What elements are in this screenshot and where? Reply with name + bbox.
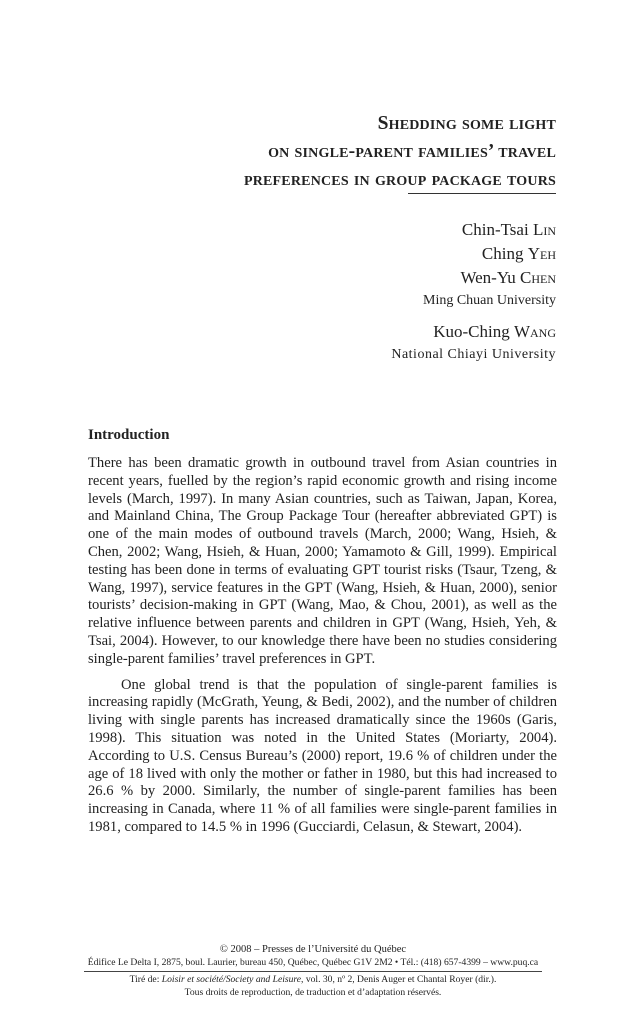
footer-copyright: © 2008 – Presses de l’Université du Québec [219, 944, 407, 955]
title-line-3: preferences in group package tours [243, 169, 556, 190]
author-1 [156, 218, 556, 242]
affiliation-1: Ming Chuan University [423, 293, 556, 308]
footer-rights: Tous droits de reproduction, de traduction et d’adaptation réservés. [184, 986, 442, 998]
footer-address: Édifice Le Delta I, 2875, boul. Laurier, bureau 450, Québec, Québec G1V 2M2 • Tél.: (418) 657-4399 – www.puq.ca [87, 956, 539, 968]
article-title [56, 110, 556, 194]
footer-journal: Loisir et société/Society and Leisure [161, 974, 302, 985]
footer-source-suffix: , vol. 30, nº 2, Denis Auger et Chantal Royer (dir.). [301, 974, 497, 985]
title-line-2: on single-parent families’ travel [268, 141, 556, 162]
section-heading: Introduction [88, 427, 170, 443]
footer-source-prefix: Tiré de: [129, 974, 162, 985]
affiliation-2: National Chiayi University [391, 347, 556, 362]
paragraph-1: There has been dramatic growth in outbound travel from Asian countries in recent years, fuelled by the region’s rapid economic growth and rising income levels (March, 1997). In many Asian countries, such as Taiwan, Japan, Korea, and Mainland China, The Group Package Tour (hereafter abbreviated GPT) is one of the main modes of outbound travels (March, 2000; Wang, Hsieh, & Chen, 2002; Wang, Hsieh, & Huan, 2000; Yamamoto & Gill, 1999). Empirical testing has been done in terms of evaluating GPT tourist risks (Tsaur, Tzeng, & Wang, 1997), service features in the GPT (Wang, Hsieh, & Huan, 2000), senior tourists’ decision-making in GPT (Wang, Mao, & Chou, 2001), as well as the relative influence between parents and children in GPT (Wang, Hsieh, Yeh, & Tsai, 2004). However, to our knowledge there have been no studies considering single-parent families’ travel preferences in GPT. [88, 455, 557, 667]
paragraph-2: One global trend is that the population of single-parent families is increasing rapidly (McGrath, Yeung, & Bedi, 2002), and the number of children living with single parents has increased dramatically since the 1960s (Garis, 1998). This situation was noted in the United States (Moriarty, 2004). According to U.S. Census Bureau’s (2000) report, 19.6 % of children under the age of 18 lived with only the mother or father in 1980, but this had increased to 26.6 % by 2000. Similarly, the number of single-parent families has been increasing in Canada, where 11 % of all families were single-parent families in 1981, compared to 14.5 % in 1996 (Gucciardi, Celasun, & Stewart, 2004). [88, 676, 557, 835]
title-divider [408, 193, 556, 194]
author-4-last: Wang [513, 322, 556, 341]
page-footer [70, 944, 556, 999]
body-text [88, 455, 557, 845]
author-4-first: Kuo-Ching [433, 322, 514, 341]
author-3-first: Wen-Yu [460, 268, 520, 287]
footer-divider [84, 971, 542, 972]
author-3-last: Chen [519, 268, 556, 287]
author-1-first: Chin-Tsai [461, 220, 533, 239]
title-line-1: Shedding some light [377, 113, 556, 134]
author-2-last: Yeh [527, 244, 556, 263]
author-3 [156, 266, 556, 290]
author-2-first: Ching [481, 244, 528, 263]
footer-source [70, 974, 556, 987]
author-2 [156, 242, 556, 266]
author-4 [156, 320, 556, 344]
author-block [156, 218, 556, 374]
author-1-last: Lin [532, 220, 556, 239]
